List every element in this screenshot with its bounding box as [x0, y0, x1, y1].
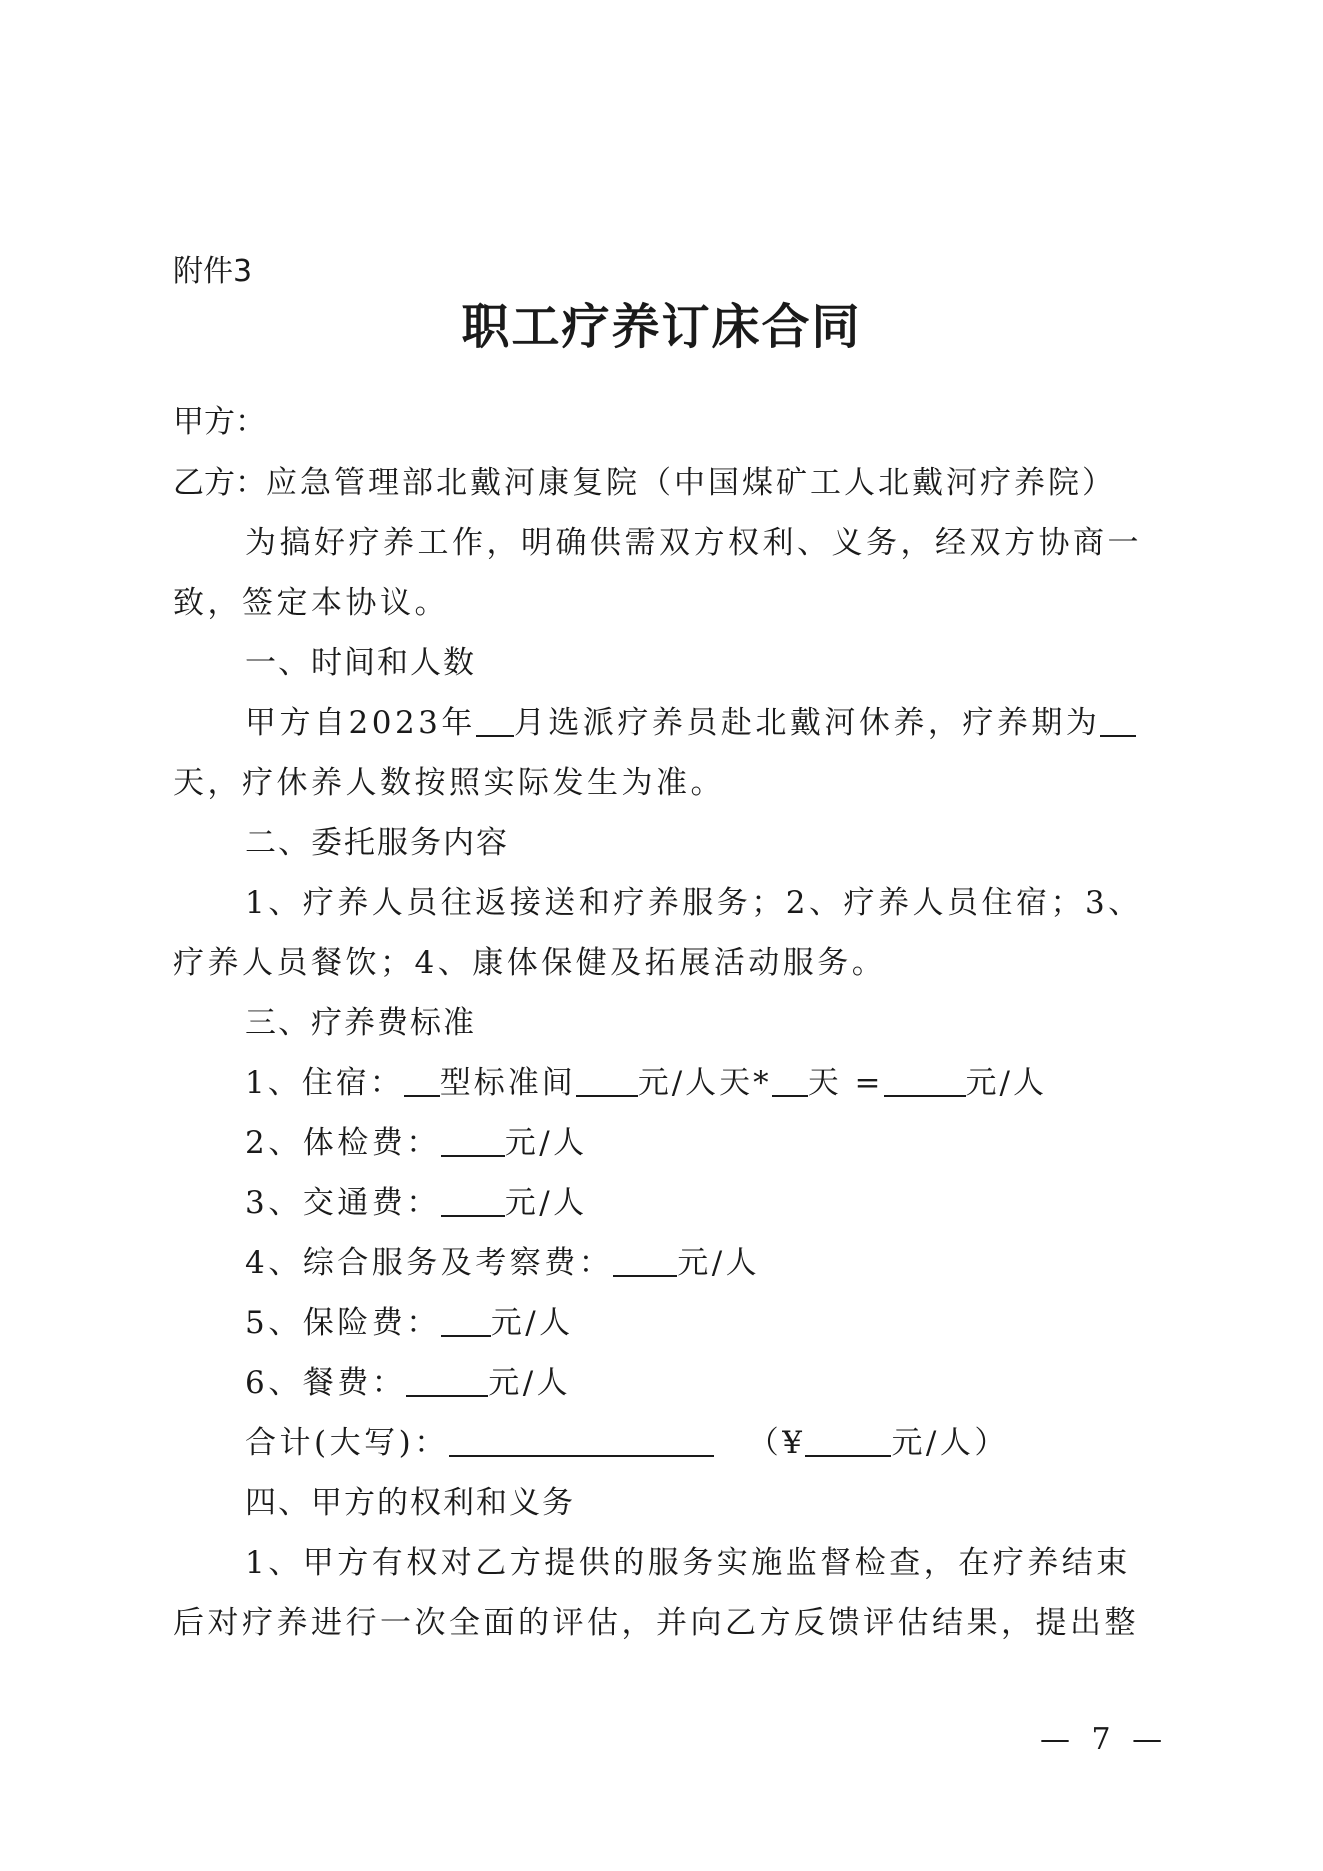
insurance-fee-blank [441, 1305, 491, 1337]
fee-insurance-unit: 元/人 [490, 1305, 574, 1341]
section-1-line-1 [245, 701, 1136, 745]
section-1-text-b: 月选派疗养员赴北戴河休养，疗养期为 [513, 705, 1101, 741]
section-1-line-2: 天，疗休养人数按照实际发生为准。 [173, 765, 725, 801]
section-1-text-a: 甲方自2023年 [245, 705, 476, 741]
total-line [245, 1421, 1009, 1465]
fee-transport-unit: 元/人 [504, 1185, 588, 1221]
days-blank [1100, 705, 1136, 737]
fee-medical-line [245, 1121, 588, 1165]
party-a-label: 甲方： [173, 404, 266, 440]
section-2-line-2: 疗养人员餐饮；4、康体保健及拓展活动服务。 [173, 945, 887, 981]
total-amount-blank [805, 1425, 891, 1457]
fee-meal-line [245, 1361, 571, 1405]
medical-fee-blank [441, 1125, 505, 1157]
fee-meal-unit: 元/人 [488, 1365, 572, 1401]
section-2-line-1: 1、疗养人员往返接送和疗养服务；2、疗养人员住宿；3、 [245, 885, 1143, 921]
page-number: — 7 — [1040, 1722, 1169, 1757]
intro-line-1: 为搞好疗养工作，明确供需双方权利、义务，经双方协商一 [245, 525, 1142, 561]
fee-insurance-line [245, 1301, 574, 1345]
fee-transport-line [245, 1181, 588, 1225]
nightly-rate-blank [576, 1065, 638, 1097]
service-fee-blank [613, 1245, 677, 1277]
fee-lodging-total: 元/人 [965, 1065, 1047, 1101]
attachment-label: 附件3 [173, 254, 253, 289]
fee-lodging-prefix: 1、住宿： [245, 1065, 404, 1101]
section-4-line-2: 后对疗养进行一次全面的评估，并向乙方反馈评估结果，提出整 [173, 1605, 1139, 1641]
section-4-heading: 四、甲方的权利和义务 [245, 1485, 575, 1521]
room-type-blank [404, 1065, 440, 1097]
lodging-total-blank [884, 1065, 966, 1097]
fee-medical-unit: 元/人 [504, 1125, 588, 1161]
party-b-line [173, 461, 1116, 510]
intro-line-2: 致，签定本协议。 [173, 585, 449, 621]
fee-service-unit: 元/人 [677, 1245, 761, 1281]
meal-fee-blank [406, 1365, 488, 1397]
fee-service-line [245, 1241, 760, 1285]
lodging-days-blank [772, 1065, 808, 1097]
section-2-heading: 二、委托服务内容 [245, 825, 509, 861]
fee-lodging-line [245, 1061, 1047, 1105]
fee-insurance-label: 5、保险费： [245, 1305, 441, 1341]
transport-fee-blank [441, 1185, 505, 1217]
fee-meal-label: 6、餐费： [245, 1365, 407, 1401]
fee-service-label: 4、综合服务及考察费： [245, 1245, 614, 1281]
fee-transport-label: 3、交通费： [245, 1185, 441, 1221]
document-title: 职工疗养订床合同 [461, 299, 862, 355]
section-1-heading: 一、时间和人数 [245, 645, 476, 681]
fee-lodging-type: 型标准间 [439, 1065, 576, 1101]
total-in-words-blank [449, 1425, 714, 1457]
fee-medical-label: 2、体检费： [245, 1125, 441, 1161]
fee-lodging-days: 天 = [807, 1065, 884, 1101]
party-b-label: 乙方： [173, 465, 266, 501]
total-amount-suffix: 元/人） [891, 1425, 1009, 1461]
total-amount-prefix: （¥ [747, 1425, 806, 1461]
total-label: 合计(大写)： [245, 1425, 449, 1461]
fee-lodging-rate: 元/人天* [637, 1065, 772, 1101]
month-blank [476, 705, 514, 737]
party-a-line [173, 400, 266, 449]
party-b-value: 应急管理部北戴河康复院（中国煤矿工人北戴河疗养院） [266, 465, 1116, 501]
section-4-line-1: 1、甲方有权对乙方提供的服务实施监督检查，在疗养结束 [245, 1545, 1131, 1581]
section-3-heading: 三、疗养费标准 [245, 1005, 476, 1041]
